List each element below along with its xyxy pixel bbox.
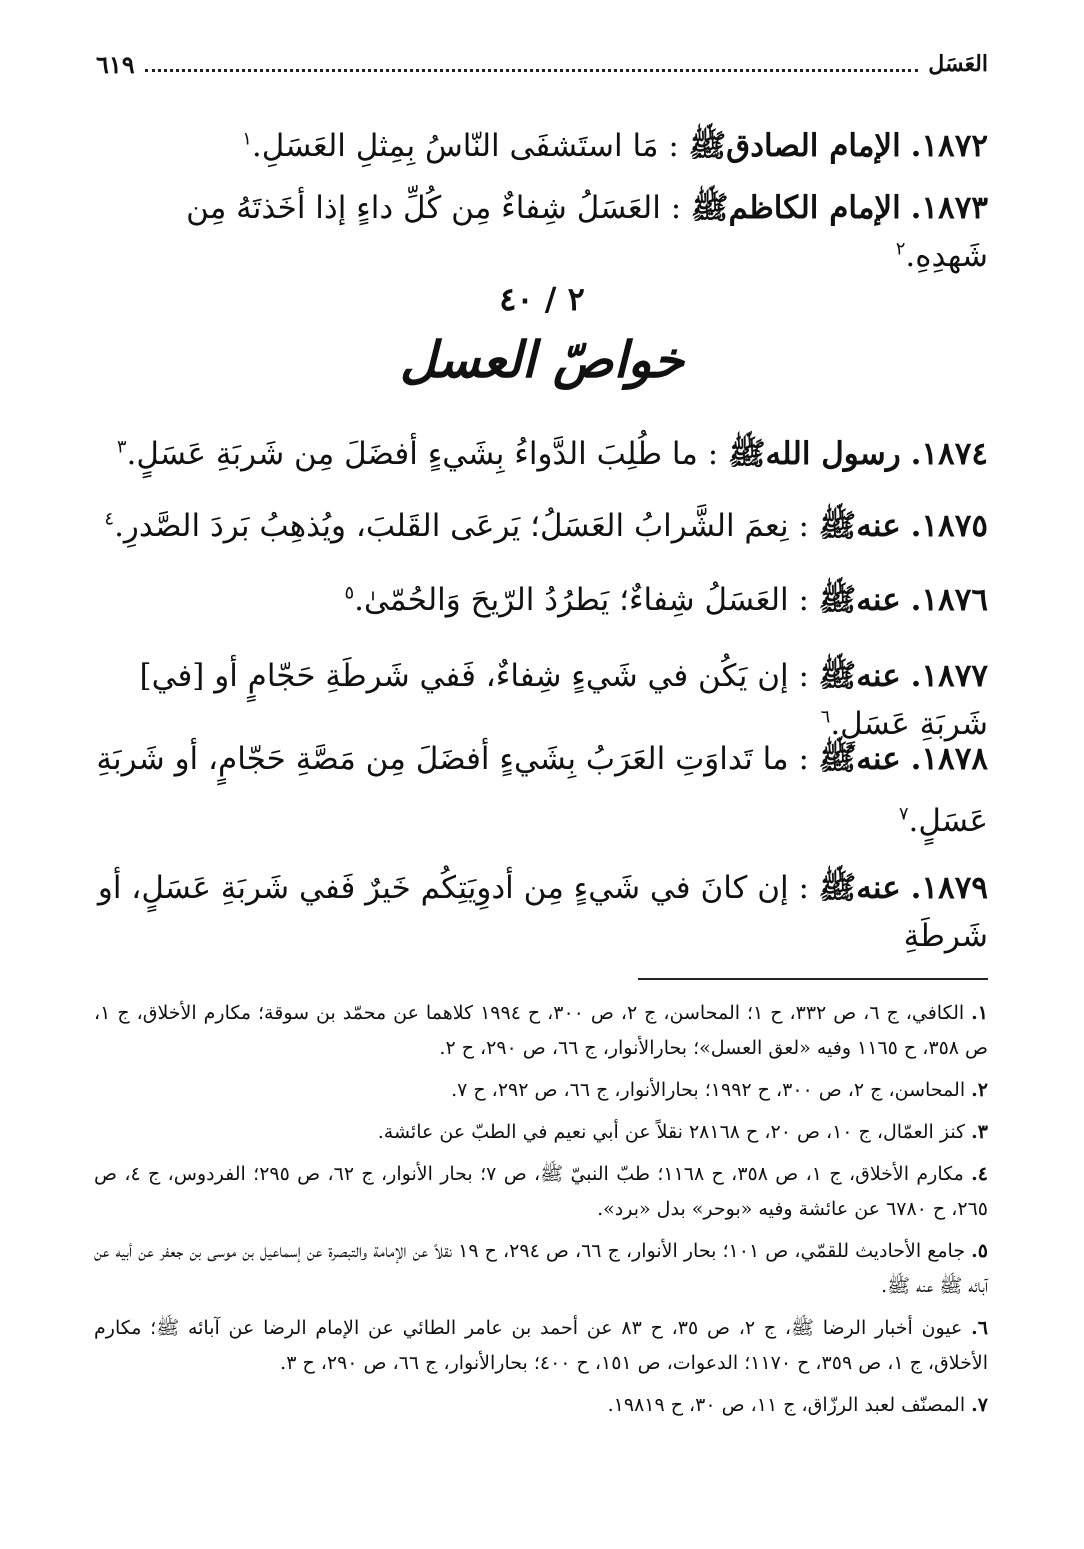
running-header [96,44,988,84]
hadith-text: : ما طُلِبَ الدَّواءُ بِشَيءٍ أفضَلَ مِن شَربَةِ عَسَلٍ. [126,436,719,472]
hadith-number: ١٨٧٧. [910,658,988,694]
honorific: ﷺ [818,870,857,906]
hadith-1878 [90,728,988,852]
footnote-ref: ٥ [344,582,355,604]
footnote-text: كنز العمّال، ج ١٠، ص ٢٠، ح ٢٨١٦٨ نقلاً عن أبي نعيم في الطبّ عن عائشة. [377,1121,966,1143]
footnote-text: المصنّف لعبد الرزّاق، ج ١١، ص ٣٠، ح ١٩٨١٩. [607,1394,966,1416]
footnote-text: المحاسن، ج ٢، ص ٣٠٠، ح ١٩٩٢؛ بحارالأنوار، ج ٦٦، ص ٢٩٢، ح ٧. [451,1079,966,1101]
footnote-number: ٧. [971,1394,988,1416]
hadith-1872 [90,122,988,170]
hadith-1879 [90,864,988,960]
footnote-number: ١. [971,1002,988,1024]
honorific: ﷺ [691,190,729,226]
footnote-ref: ٦ [820,706,831,728]
footnote-separator [638,978,988,980]
hadith-number: ١٨٧٩. [910,870,988,906]
footnote [94,1157,988,1227]
footnote [94,1115,988,1150]
footnote [94,996,988,1066]
footnote [94,1388,988,1423]
footnote [94,1311,988,1381]
hadith-text: : إن كانَ في شَيءٍ مِن أدوِيَتِكُم خَيرٌ فَفي شَربَةِ عَسَلٍ، أو شَرطَةِ [97,870,988,954]
hadith-1875 [90,502,988,550]
hadith-speaker: عنه [856,658,901,694]
hadith-text: : إن يَكُن في شَيءٍ شِفاءٌ، فَفي شَرطَةِ حَجّامٍ أو [في] شَربَةِ عَسَلٍ. [139,658,988,742]
footnote-ref: ٧ [898,803,909,825]
section-title: خواصّ العسل [399,330,685,389]
footnote-number: ٣. [971,1121,988,1143]
footnote-ref: ٤ [104,508,115,530]
honorific: ﷺ [818,508,857,544]
hadith-speaker: عنه [856,870,901,906]
footnote-text: عيون أخبار الرضا ﷺ، ج ٢، ص ٣٥، ح ٨٣ عن أحمد بن عامر الطائي عن الإمام الرضا عن آبائه ﷺ؛ مكارم الأخلاق، ج ١، ص ٣٥٩، ح ١١٧٠؛ الدعوات، ص ١٥١، ح ٤٠٠؛ بحارالأنوار، ج ٦٦، ص ٢٩٠، ح ٣. [94,1317,988,1374]
footnote-ref: ١ [242,128,252,150]
hadith-number: ١٨٧٨. [910,741,988,777]
hadith-text: : نِعمَ الشَّرابُ العَسَلُ؛ يَرعَى القَلبَ، ويُذهِبُ بَردَ الصَّدرِ. [114,508,809,544]
hadith-speaker: عنه [856,508,901,544]
honorific: ﷺ [688,128,727,164]
dotted-leader [145,69,919,72]
page-number: ٦١٩ [96,49,135,79]
footnote-text: جامع الأحاديث للقمّي، ص ١٠١؛ بحار الأنوار، ج ٦٦، ص ٢٩٤، ح ١٩ نقلاً عن الإمامة والتبصرة عن إسماعيل بن موسى بن جعفر عن أبيه عن آبائه ﷺ عنه ﷺ. [94,1240,988,1297]
hadith-speaker: رسول الله [765,436,901,472]
hadith-text: : العَسَلُ شِفاءٌ مِن كُلِّ داءٍ إذا أخَذتَهُ مِن شَهدِهِ. [186,190,988,274]
honorific: ﷺ [818,658,857,694]
hadith-text: : العَسَلُ شِفاءٌ؛ يَطرُدُ الرّيحَ وَالحُمّىٰ. [354,582,809,618]
hadith-speaker: عنه [856,741,901,777]
hadith-number: ١٨٧٢. [910,128,988,164]
footnote-number: ٦. [971,1317,988,1339]
footnote-number: ٥. [971,1240,989,1262]
honorific: ﷺ [728,436,766,472]
footnote-number: ٤. [971,1163,988,1185]
hadith-1874 [90,430,988,478]
footnote-ref: ٣ [116,436,127,458]
hadith-speaker: الإمام الصادق [726,128,901,164]
honorific: ﷺ [818,582,857,618]
hadith-text: : ما تَداوَتِ العَرَبُ بِشَيءٍ أفضَلَ مِن مَصَّةِ حَجّامٍ، أو شَربَةِ عَسَلٍ. [96,741,988,839]
footnotes [94,996,988,1430]
footnote-text: مكارم الأخلاق، ج ١، ص ٣٥٨، ح ١١٦٨؛ طبّ النبيّ ﷺ، ص ٧؛ بحار الأنوار، ج ٦٢، ص ٢٩٥؛ الفردوس، ج ٤، ص ٢٦٥، ح ٦٧٨٠ عن عائشة وفيه «بوحر» بدل «برد». [94,1163,988,1220]
footnote [94,1234,988,1304]
hadith-speaker: الإمام الكاظم [728,190,901,226]
hadith-number: ١٨٧٣. [910,190,988,226]
hadith-text: : مَا استَشفَى النّاسُ بِمِثلِ العَسَلِ. [251,128,679,164]
hadith-1873 [90,184,988,280]
hadith-number: ١٨٧٥. [910,508,988,544]
running-title: العَسَل [928,51,988,77]
hadith-number: ١٨٧٤. [910,436,988,472]
hadith-speaker: عنه [856,582,901,618]
hadith-number: ١٨٧٦. [910,582,988,618]
footnote [94,1073,988,1108]
section-number: ٢ / ٤٠ [499,280,585,318]
footnote-ref: ٢ [895,238,906,260]
honorific: ﷺ [818,741,857,777]
footnote-number: ٢. [971,1079,988,1101]
hadith-1876 [90,576,988,624]
footnote-text: الكافي، ج ٦، ص ٣٣٢، ح ١؛ المحاسن، ج ٢، ص ٣٠٠، ح ١٩٩٤ كلاهما عن محمّد بن سوقة؛ مكارم الأخلاق، ج ١، ص ٣٥٨، ح ١١٦٥ وفيه «لعق العسل»؛ بحارالأنوار، ج ٦٦، ص ٢٩٠، ح ٢. [94,1002,988,1059]
